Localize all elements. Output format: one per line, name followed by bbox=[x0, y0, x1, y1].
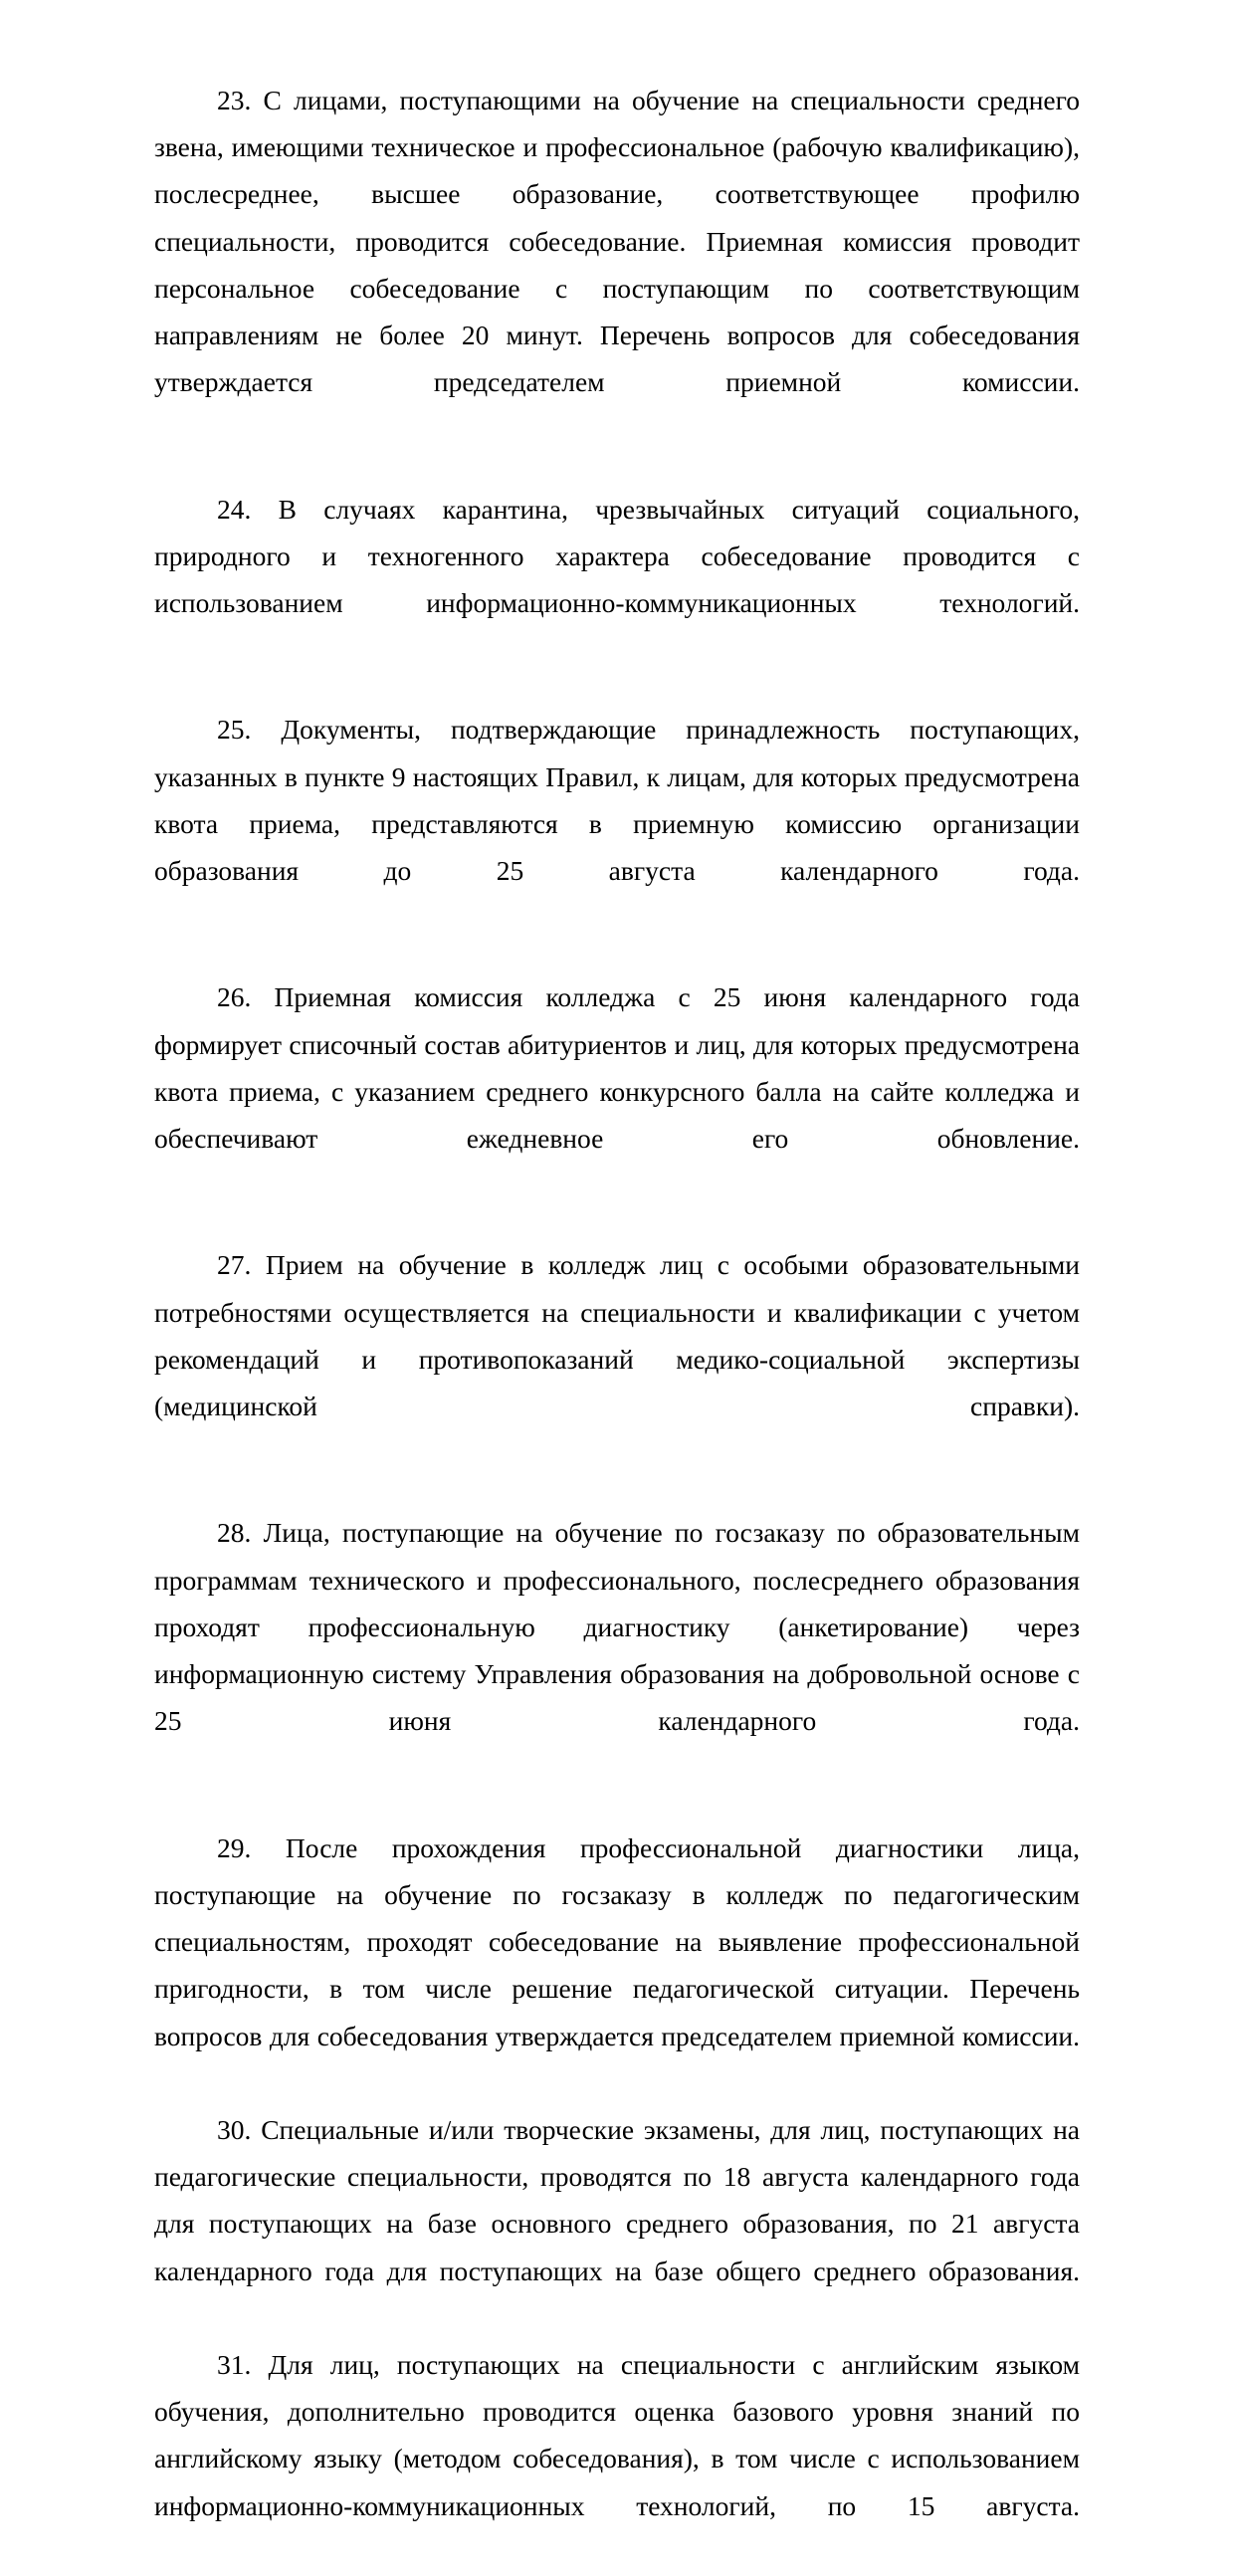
paragraph-31: 31. Для лиц, поступающих на специальности с английским языком обучения, дополнительно проводится оценка базового уровня знаний по английскому языку (методом собеседования), в том числе с использованием информационно-коммуникационных технологий, по 15 августа. bbox=[154, 2348, 1080, 2521]
paragraph-26: 26. Приемная комиссия колледжа с 25 июня календарного года формирует списочный состав абитуриентов и лиц, для которых предусмотрена квота приема, с указанием среднего конкурсного балла на сайте колледжа и обеспечивают ежедневное его обновление. bbox=[154, 981, 1080, 1155]
paragraph-29: 29. После прохождения профессиональной диагностики лица, поступающие на обучение по госзаказу в колледж по педагогическим специальностям, проходят собеседование на выявление профессиональной пригодности, в том числе решение педагогической ситуации. Перечень вопросов для собеседования утверждается председателем приемной комиссии. bbox=[154, 1831, 1080, 2051]
paragraph-28: 28. Лица, поступающие на обучение по госзаказу по образовательным программам технического и профессионального, послесреднего образования проходят профессиональную диагностику (анкетирование) через информационную систему Управления образования на добровольной основе с 25 июня календарного года. bbox=[154, 1517, 1080, 1737]
paragraph-25: 25. Документы, подтверждающие принадлежность поступающих, указанных в пункте 9 настоящих Правил, к лицам, для которых предусмотрена квота приема, представляются в приемную комиссию организации образования до 25 августа календарного года. bbox=[154, 714, 1080, 887]
document-body bbox=[154, 44, 1080, 2576]
paragraph-23: 23. С лицами, поступающими на обучение на специальности среднего звена, имеющими техническое и профессиональное (рабочую квалификацию), послесреднее, высшее образование, соответствующее профилю специальности, проводится собеседование. Приемная комиссия проводит персональное собеседование с поступающим по соответствующим направлениям не более 20 минут. Перечень вопросов для собеседования утверждается председателем приемной комиссии. bbox=[154, 85, 1080, 398]
paragraph-30: 30. Специальные и/или творческие экзамены, для лиц, поступающих на педагогические специальности, проводятся по 18 августа календарного года для поступающих на базе основного среднего образования, по 21 августа календарного года для поступающих на базе общего среднего образования. bbox=[154, 2113, 1080, 2286]
paragraph-27: 27. Прием на обучение в колледж лиц с особыми образовательными потребностями осуществляется на специальности и квалификации с учетом рекомендаций и противопоказаний медико-социальной экспертизы (медицинской справки). bbox=[154, 1249, 1080, 1422]
paragraph-24: 24. В случаях карантина, чрезвычайных ситуаций социального, природного и техногенного характера собеседование проводится с использованием информационно-коммуникационных технологий. bbox=[154, 493, 1080, 619]
